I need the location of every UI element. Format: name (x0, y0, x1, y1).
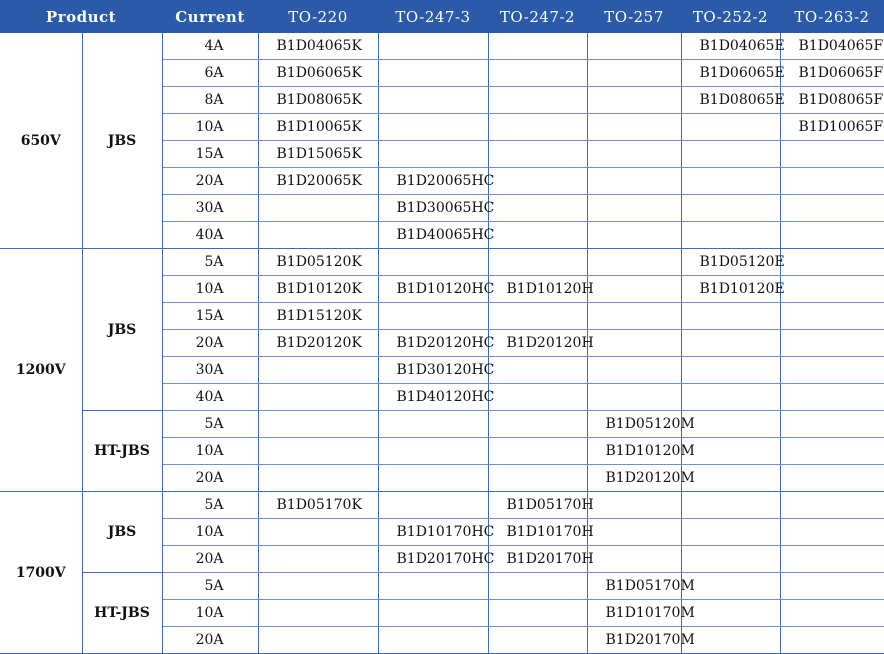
part-number-cell (681, 546, 780, 573)
header-row (0, 0, 884, 33)
part-number-cell: B1D10065F (780, 114, 884, 141)
part-number-cell (681, 519, 780, 546)
part-number-cell (378, 60, 488, 87)
part-number-cell (780, 168, 884, 195)
part-number-cell (378, 465, 488, 492)
part-number-cell (378, 573, 488, 600)
part-number-cell (378, 438, 488, 465)
part-number-cell (587, 60, 681, 87)
current-rating: 20A (162, 168, 258, 195)
part-number-cell: B1D10120HC (378, 276, 488, 303)
part-number-cell (488, 195, 587, 222)
part-number-cell: B1D08065F (780, 87, 884, 114)
table-header (0, 0, 884, 33)
part-number-cell: B1D10120H (488, 276, 587, 303)
part-number-cell (378, 141, 488, 168)
part-number-cell (681, 465, 780, 492)
part-number-cell (681, 438, 780, 465)
part-number-cell (681, 303, 780, 330)
part-number-cell (258, 195, 378, 222)
part-number-cell (488, 249, 587, 276)
part-number-cell (780, 492, 884, 519)
part-number-cell: B1D30065HC (378, 195, 488, 222)
part-number-cell: B1D30120HC (378, 357, 488, 384)
voltage-label: 1700V (0, 492, 82, 654)
part-number-cell (488, 600, 587, 627)
part-number-cell (587, 195, 681, 222)
part-number-cell (587, 519, 681, 546)
part-number-cell: B1D20120M (587, 465, 681, 492)
part-number-cell: B1D20170M (587, 627, 681, 654)
part-number-cell (681, 141, 780, 168)
current-rating: 10A (162, 438, 258, 465)
part-number-cell (780, 546, 884, 573)
part-number-cell: B1D10120E (681, 276, 780, 303)
part-number-cell (587, 357, 681, 384)
part-number-cell: B1D40065HC (378, 222, 488, 249)
part-number-cell: B1D10120K (258, 276, 378, 303)
current-rating: 10A (162, 519, 258, 546)
table-row (0, 33, 884, 60)
part-number-cell (780, 600, 884, 627)
part-number-cell: B1D04065F (780, 33, 884, 60)
part-number-cell (488, 33, 587, 60)
part-number-cell (681, 384, 780, 411)
current-rating: 6A (162, 60, 258, 87)
part-number-cell: B1D10170HC (378, 519, 488, 546)
part-number-cell (780, 276, 884, 303)
part-number-cell (258, 600, 378, 627)
part-number-cell: B1D05120K (258, 249, 378, 276)
device-type-label: HT-JBS (82, 573, 162, 654)
part-number-cell: B1D10170H (488, 519, 587, 546)
voltage-label: 1200V (0, 249, 82, 492)
part-number-cell (258, 384, 378, 411)
part-number-cell (681, 600, 780, 627)
part-number-cell (378, 249, 488, 276)
current-rating: 30A (162, 195, 258, 222)
table-row (0, 249, 884, 276)
part-number-cell (780, 222, 884, 249)
part-number-cell (258, 627, 378, 654)
part-number-cell (258, 411, 378, 438)
header-to-252-2: TO-252-2 (681, 0, 780, 33)
part-number-cell: B1D15120K (258, 303, 378, 330)
part-number-cell: B1D06065E (681, 60, 780, 87)
part-number-cell (780, 384, 884, 411)
header-to-247-2: TO-247-2 (488, 0, 587, 33)
part-number-cell: B1D20120HC (378, 330, 488, 357)
header-to-263-2: TO-263-2 (780, 0, 884, 33)
part-number-cell (378, 114, 488, 141)
part-number-cell (258, 438, 378, 465)
part-number-cell: B1D20120H (488, 330, 587, 357)
current-rating: 20A (162, 465, 258, 492)
part-number-cell (378, 600, 488, 627)
part-number-cell (780, 249, 884, 276)
part-number-cell: B1D06065K (258, 60, 378, 87)
part-number-cell (780, 330, 884, 357)
part-number-cell (681, 627, 780, 654)
part-number-cell (587, 546, 681, 573)
header-current: Current (162, 0, 258, 33)
part-number-cell: B1D04065E (681, 33, 780, 60)
current-rating: 5A (162, 249, 258, 276)
part-number-cell: B1D20065K (258, 168, 378, 195)
current-rating: 20A (162, 546, 258, 573)
part-number-cell: B1D20170HC (378, 546, 488, 573)
header-to-220: TO-220 (258, 0, 378, 33)
part-number-cell (780, 573, 884, 600)
current-rating: 15A (162, 141, 258, 168)
part-number-cell (780, 411, 884, 438)
part-number-cell (378, 87, 488, 114)
current-rating: 20A (162, 627, 258, 654)
part-number-cell: B1D05120E (681, 249, 780, 276)
current-rating: 4A (162, 33, 258, 60)
part-number-cell (780, 519, 884, 546)
part-number-cell: B1D05170M (587, 573, 681, 600)
part-number-cell: B1D08065E (681, 87, 780, 114)
part-number-cell (488, 357, 587, 384)
header-to-247-3: TO-247-3 (378, 0, 488, 33)
part-number-cell: B1D10120M (587, 438, 681, 465)
part-number-cell (258, 573, 378, 600)
current-rating: 40A (162, 222, 258, 249)
current-rating: 5A (162, 573, 258, 600)
part-number-cell (780, 195, 884, 222)
part-number-cell (681, 411, 780, 438)
part-number-cell: B1D20065HC (378, 168, 488, 195)
part-number-cell (587, 492, 681, 519)
part-number-cell: B1D20170H (488, 546, 587, 573)
part-number-cell (378, 303, 488, 330)
part-number-cell (780, 627, 884, 654)
part-number-cell (488, 384, 587, 411)
part-number-cell (681, 222, 780, 249)
part-number-cell (488, 627, 587, 654)
part-number-cell: B1D05120M (587, 411, 681, 438)
part-number-cell (587, 330, 681, 357)
part-number-cell (587, 276, 681, 303)
part-number-cell (780, 438, 884, 465)
part-number-cell (780, 141, 884, 168)
current-rating: 10A (162, 276, 258, 303)
part-number-cell (780, 357, 884, 384)
part-number-cell (681, 168, 780, 195)
part-number-cell: B1D40120HC (378, 384, 488, 411)
part-number-cell (488, 168, 587, 195)
part-number-cell (378, 33, 488, 60)
part-number-cell (681, 492, 780, 519)
part-number-cell: B1D04065K (258, 33, 378, 60)
current-rating: 10A (162, 114, 258, 141)
part-number-cell (681, 357, 780, 384)
part-number-cell (587, 33, 681, 60)
part-number-cell (488, 114, 587, 141)
current-rating: 8A (162, 87, 258, 114)
part-number-cell: B1D08065K (258, 87, 378, 114)
part-number-cell (587, 303, 681, 330)
current-rating: 5A (162, 411, 258, 438)
part-number-cell: B1D05170H (488, 492, 587, 519)
part-number-cell (258, 465, 378, 492)
part-number-cell (258, 357, 378, 384)
part-number-cell (488, 573, 587, 600)
part-number-cell (780, 465, 884, 492)
table-row (0, 573, 884, 600)
part-number-cell (587, 141, 681, 168)
voltage-label: 650V (0, 33, 82, 249)
part-number-cell (488, 303, 587, 330)
current-rating: 40A (162, 384, 258, 411)
device-type-label: JBS (82, 492, 162, 573)
part-number-cell (488, 141, 587, 168)
part-number-cell (587, 384, 681, 411)
part-number-cell (488, 438, 587, 465)
part-number-cell (681, 114, 780, 141)
table-row (0, 411, 884, 438)
part-number-cell (488, 87, 587, 114)
part-number-cell (488, 465, 587, 492)
part-number-cell (681, 573, 780, 600)
current-rating: 10A (162, 600, 258, 627)
device-type-label: HT-JBS (82, 411, 162, 492)
part-number-cell (378, 627, 488, 654)
table-body (0, 33, 884, 654)
part-number-cell: B1D06065F (780, 60, 884, 87)
part-number-cell (488, 60, 587, 87)
current-rating: 20A (162, 330, 258, 357)
device-type-label: JBS (82, 33, 162, 249)
part-number-cell (258, 519, 378, 546)
part-number-cell (681, 330, 780, 357)
part-number-cell (587, 87, 681, 114)
part-number-cell (378, 492, 488, 519)
part-number-cell (258, 546, 378, 573)
part-number-cell (780, 303, 884, 330)
header-product: Product (0, 0, 162, 33)
part-number-cell: B1D10065K (258, 114, 378, 141)
current-rating: 30A (162, 357, 258, 384)
part-number-cell (587, 249, 681, 276)
header-to-257: TO-257 (587, 0, 681, 33)
part-number-cell (587, 222, 681, 249)
part-number-cell: B1D05170K (258, 492, 378, 519)
part-number-cell (681, 195, 780, 222)
part-number-cell (378, 411, 488, 438)
table-row (0, 492, 884, 519)
part-number-cell (488, 222, 587, 249)
part-number-cell: B1D20120K (258, 330, 378, 357)
part-number-cell: B1D15065K (258, 141, 378, 168)
current-rating: 5A (162, 492, 258, 519)
part-number-cell (258, 222, 378, 249)
part-number-cell (488, 411, 587, 438)
device-type-label: JBS (82, 249, 162, 411)
part-number-cell: B1D10170M (587, 600, 681, 627)
current-rating: 15A (162, 303, 258, 330)
part-number-cell (587, 168, 681, 195)
part-number-cell (587, 114, 681, 141)
